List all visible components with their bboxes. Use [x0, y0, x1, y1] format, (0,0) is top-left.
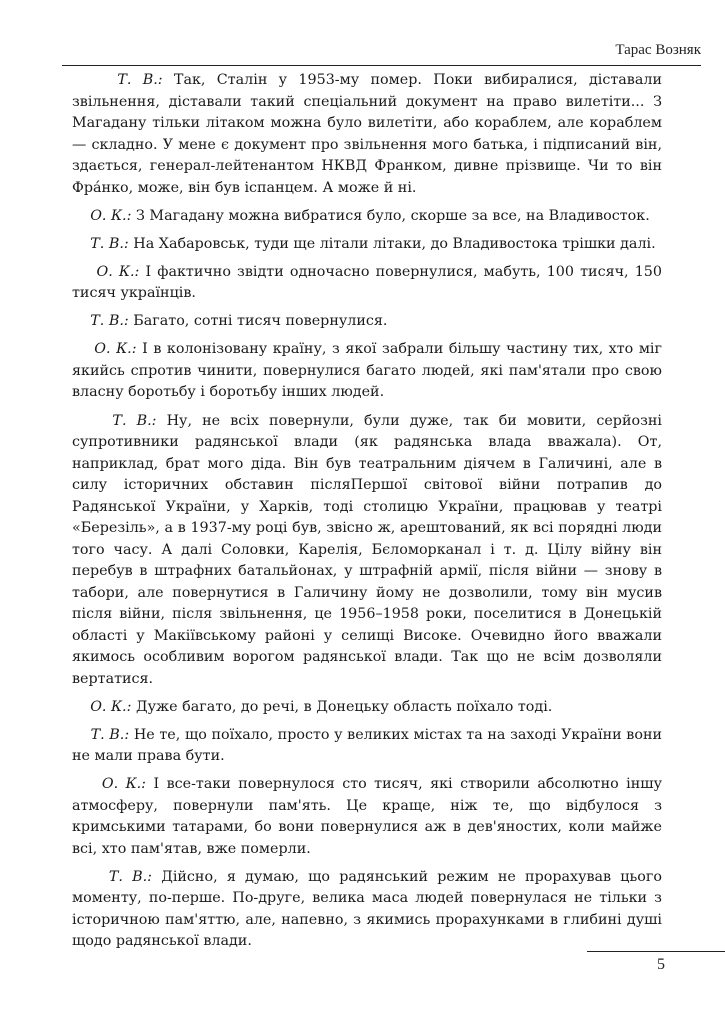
speaker-label: О. К.:	[94, 341, 137, 358]
paragraph	[72, 697, 662, 719]
paragraph-text: Багато, сотні тисяч повернулися.	[133, 313, 388, 330]
paragraph-text: Дійсно, я думаю, що радянський режим не прорахував цього моменту, по-перше. По-друге, велика маса людей повернулася не тільки з історичною пам'яттю, але, напевно, з якимись прорахунками в глибині душі щодо радянської влади.	[72, 868, 662, 950]
paragraph	[72, 262, 662, 305]
paragraph	[72, 725, 662, 768]
speaker-label: О. К.:	[90, 207, 132, 224]
paragraph-text: З Магадану можна вибратися було, скорше за все, на Владивосток.	[135, 207, 650, 224]
paragraph-text: Не те, що поїхало, просто у великих містах та на заході України вони не мали права бути.	[72, 726, 663, 765]
paragraph	[72, 206, 662, 228]
paragraph	[72, 411, 662, 691]
paragraph	[72, 339, 662, 404]
speaker-label: О. К.:	[90, 698, 132, 715]
paragraph-text: Дуже багато, до речі, в Донецьку область поїхало тоді.	[135, 698, 553, 715]
speaker-label: Т. В.:	[90, 313, 129, 330]
footer-rule	[587, 951, 725, 952]
page-number: 5	[657, 956, 665, 973]
paragraph-text: На Хабаровськ, туди ще літали літаки, до Владивостока трішки далі.	[133, 235, 656, 252]
speaker-label: Т. В.:	[108, 868, 152, 885]
body-text	[72, 70, 662, 960]
running-head: Тарас Возняк	[615, 42, 701, 58]
paragraph	[72, 311, 662, 333]
paragraph	[72, 70, 662, 199]
paragraph-text: І все-таки повернулося сто тисяч, які створили абсолютно іншу атмосферу, повернули пам'ять. Це краще, ніж те, що відбулося з кримськими татарами, бо вони повернулися аж в дев'яностих, коли майже всі, хто пам'ятав, вже померли.	[72, 776, 662, 857]
paragraph-text: Так, Сталін у 1953-му помер. Поки вибиралися, діставали звільнення, діставали такий спеціальний документ на право вилетіти... З Магадану тільки літаком можна було вилетіти, або кораблем, але кораблем — складно. У мене є документ про звільнення мого батька, і підписаний він, здається, генерал-лейтенантом НКВД Франком, дивне прізвище. Чи то він Фрáнко, може, він був іспанцем. А може й ні.	[72, 72, 662, 196]
speaker-label: О. К.:	[96, 263, 140, 280]
paragraph	[72, 234, 662, 256]
paragraph-text: Ну, не всіх повернули, були дуже, так би мовити, серйозні супротивники радянської влади (як радянська влада вважала). От, наприклад, брат мого діда. Він був театральним діячем в Галичині, але в силу історичних обставин післяПершої світової війни потрапив до Радянської України, у Харків, тоді столицю України, працював у театрі «Березіль», а в 1937-му році був, звісно ж, арештований, як всі порядні люди того часу. А далі Соловки, Карелія, Бєломорканал і т. д. Цілу війну він перебув в штрафних батальйонах, у штрафній армії, після війни — знову в табори, але повернутися в Галичину йому не дозволили, тому він мусив після війни, після звільнення, це 1956–1958 роки, поселитися в Донецькій області у Макіївському районі у селищі Високе. Очевидно його вважали якимось особливим ворогом радянської влади. Так що не всім дозволяли вертатися.	[72, 412, 662, 687]
speaker-label: Т. В.:	[90, 235, 129, 252]
speaker-label: Т. В.:	[112, 412, 157, 429]
paragraph	[72, 774, 662, 860]
paragraph-text: І фактично звідти одночасно повернулися, мабуть, 100 тисяч, 150 тисяч українців.	[72, 263, 663, 302]
paragraph-text: І в колонізовану країну, з якої забрали більшу частину тих, хто міг якийсь спротив чинити, повернулися багато людей, які пам'ятали про свою власну боротьбу і боротьбу інших людей.	[72, 341, 662, 401]
speaker-label: Т. В.:	[90, 726, 130, 743]
header-rule	[62, 65, 701, 66]
speaker-label: О. К.:	[101, 776, 146, 793]
speaker-label: Т. В.:	[117, 72, 163, 88]
paragraph	[72, 867, 662, 953]
